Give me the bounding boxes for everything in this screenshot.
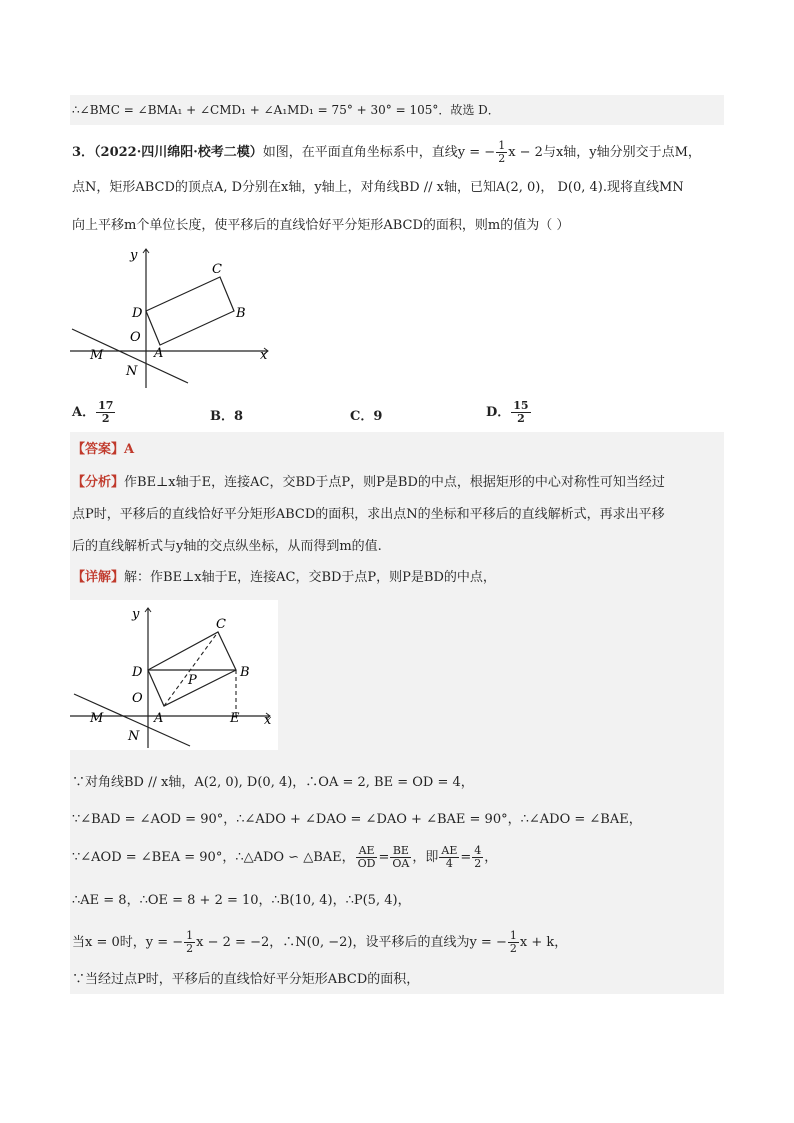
step-5: 当x = 0时，y = − $\frac{1}{2}$ x − 2 = −2，∴N(0, −2)，设平移后的直线为y = − $\frac{1}{2}$ x + k， — [72, 929, 568, 955]
fig2-label-d: D — [132, 665, 143, 680]
fig1-label-x: x — [260, 348, 268, 363]
answer-tag: 【答案】 — [72, 442, 125, 457]
fig1-label-a: A — [154, 346, 164, 361]
option-d[interactable]: D． $\frac{15}{2}$ — [486, 399, 529, 425]
problem-line-1 — [72, 140, 701, 165]
analysis-line-2: 点P时，平移后的直线恰好平分矩形ABCD的面积，求出点N的坐标和平移后的直线解析式，再求出平移 — [72, 507, 665, 522]
problem-text-1: 如图，在平面直角坐标系中，直线y = − — [262, 145, 496, 160]
fig1-label-b: B — [236, 306, 246, 321]
step-4: ∴AE = 8，∴OE = 8 + 2 = 10，∴B(10, 4)，∴P(5, 4)， — [72, 893, 411, 908]
fig2-label-m: M — [90, 711, 104, 726]
answer-line — [72, 440, 134, 460]
detail-line-1: 【详解】解：作BE⊥x轴于E，连接AC，交BD于点P，则P是BD的中点， — [72, 570, 496, 585]
fig1-label-d: D — [132, 306, 143, 321]
top-line: ∴∠BMC = ∠BMA₁ + ∠CMD₁ + ∠A₁MD₁ = 75° + 30° = 105°．故选 D． — [72, 103, 500, 117]
analysis-line-1: 【分析】作BE⊥x轴于E，连接AC，交BD于点P，则P是BD的中点，根据矩形的中心对称性可知当经过 — [72, 475, 665, 490]
fig2-label-p: P — [188, 673, 197, 688]
fig2-label-b: B — [240, 665, 250, 680]
fig2-label-c: C — [216, 617, 226, 632]
detail-tag: 【详解】 — [72, 570, 125, 585]
fig1-label-m: M — [90, 348, 104, 363]
problem-line-3: 向上平移m个单位长度，使平移后的直线恰好平分矩形ABCD的面积，则m的值为（ ） — [72, 218, 570, 233]
option-a[interactable]: A． $\frac{17}{2}$ — [72, 399, 114, 425]
fig1-label-c: C — [212, 262, 222, 277]
fig2-label-n: N — [128, 729, 140, 744]
fig2-label-y: y — [132, 607, 140, 622]
problem-text-1-tail: x − 2与x轴，y轴分别交于点M， — [508, 145, 701, 160]
figure-1 — [70, 243, 280, 393]
fig2-label-x: x — [264, 713, 272, 728]
answer-value: A — [124, 442, 135, 457]
fig1-label-y: y — [130, 248, 138, 263]
problem-number: 3． — [72, 145, 95, 160]
step-3: ∵∠AOD = ∠BEA = 90°，∴△ADO ∽ △BAE， $\frac{AE}{OD}$ = $\frac{BE}{OA}$ ，即 $\frac{AE}{4}$ = $\frac{4}{2}$ ， — [72, 844, 498, 870]
fig1-label-n: N — [126, 364, 138, 379]
figure-2 — [70, 600, 278, 750]
problem-source: （2022·四川绵阳·校考二模） — [94, 145, 263, 160]
analysis-line-3: 后的直线解析式与y轴的交点纵坐标，从而得到m的值. — [72, 539, 382, 554]
fig2-label-o: O — [132, 691, 143, 706]
step-1: ∵对角线BD // x轴，A(2, 0), D(0, 4)，∴OA = 2, BE = OD = 4， — [72, 775, 474, 790]
fig2-label-a: A — [154, 711, 164, 726]
step-6: ∵当经过点P时，平移后的直线恰好平分矩形ABCD的面积， — [72, 972, 420, 987]
analysis-tag: 【分析】 — [72, 475, 125, 490]
option-b[interactable]: B．8 — [210, 409, 244, 424]
problem-frac: $\frac{1}{2}$ — [498, 139, 506, 165]
problem-line-2: 点N，矩形ABCD的顶点A, D分别在x轴，y轴上，对角线BD // x轴，已知A(2, 0)， D(0, 4).现将直线MN — [72, 180, 684, 195]
fig1-label-o: O — [130, 330, 141, 345]
step-2: ∵∠BAD = ∠AOD = 90°，∴∠ADO + ∠DAO = ∠DAO + ∠BAE = 90°，∴∠ADO = ∠BAE， — [72, 812, 642, 827]
option-c[interactable]: C．9 — [350, 409, 383, 424]
fig2-label-e: E — [230, 711, 240, 726]
